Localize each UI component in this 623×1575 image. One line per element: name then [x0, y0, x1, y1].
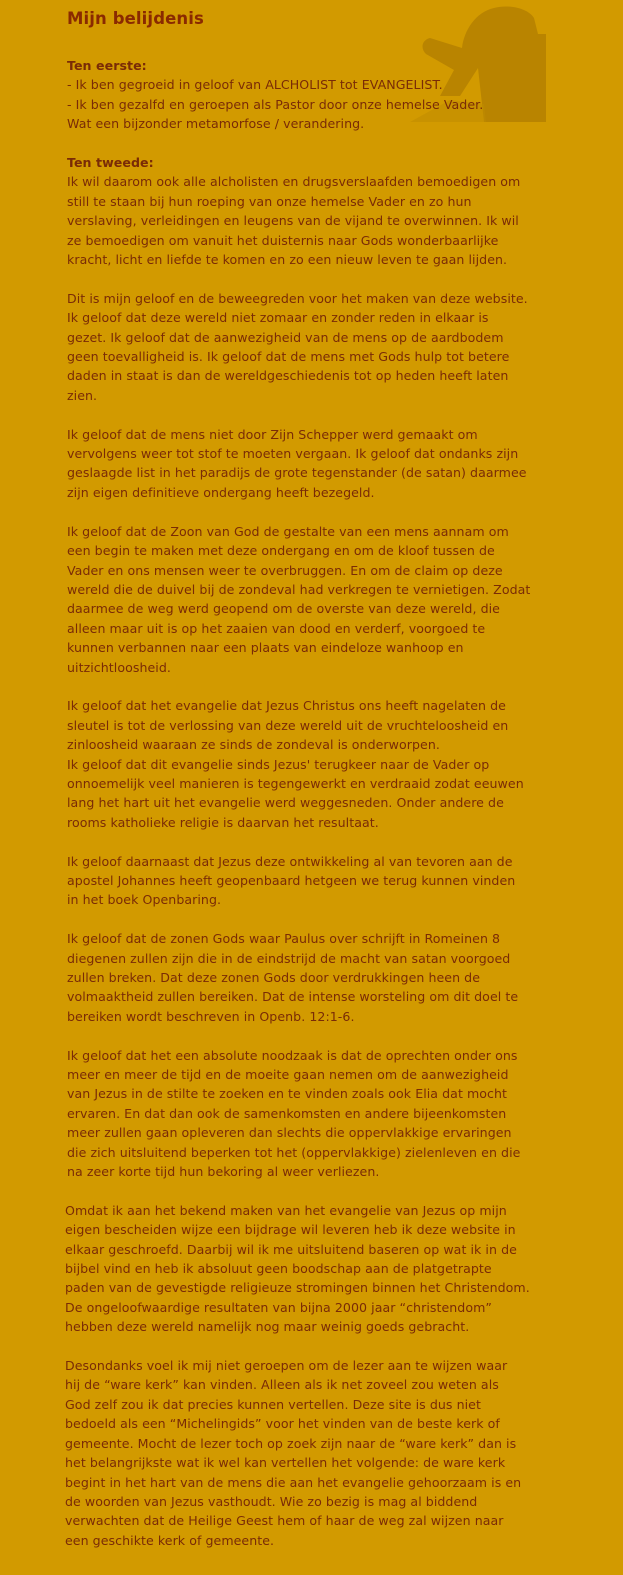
section-first-text: - Ik ben gegroeid in geloof van ALCHOLIST tot EVANGELIST. - Ik ben gezalfd en geroepen als Pastor door onze hemelse Vader. Wat een bijzonder metamorfose / verandering.	[67, 77, 484, 132]
section-first-heading: Ten eerste:	[67, 58, 147, 73]
paragraph-sons-of-god: Ik geloof dat de zonen Gods waar Paulus over schrijft in Romeinen 8 diegenen zullen zijn die in de eindstrijd de macht van satan voorgoed zullen breken. Dat deze zonen Gods door verdrukkingen heen de volmaaktheid zullen bereiken. Dat de intense worsteling om dit doel te bereiken wordt beschreven in Openb. 12:1-6.	[67, 931, 519, 1024]
section-second	[67, 153, 567, 269]
section-second-text: Ik wil daarom ook alle alcholisten en drugsverslaafden bemoedigen om still te staan bij hun roeping van onze hemelse Vader en zo hun verslaving, verleidingen en leugens van de vijand te overwinnen. Ik wil ze bemoedigen om vanuit het duisternis naar Gods wonderbaarlijke kracht, licht en liefde te komen en zo een nieuw leven te gaan lijden.	[67, 174, 521, 268]
content	[67, 56, 567, 1570]
section-first	[67, 56, 567, 134]
paragraph-gospel: Ik geloof dat het evangelie dat Jezus Christus ons heeft nagelaten de sleutel is tot de verlossing van deze wereld uit de vruchteloosheid en zinloosheid waaraan ze sinds de zondeval is onderworpen. Ik geloof dat dit evangelie sinds Jezus' terugkeer naar de Vader op onnoemelijk veel manieren is tegengewerkt en verdraaid zodat eeuwen lang het hart uit het evangelie werd weggesneden. Onder andere de rooms katholieke religie is daarvan het resultaat.	[67, 698, 524, 830]
page-title: Mijn belijdenis	[67, 9, 204, 28]
paragraph-website-reason: Dit is mijn geloof en de beweegreden voor het maken van deze website. Ik geloof dat deze wereld niet zomaar en zonder reden in elkaar is gezet. Ik geloof dat de aanwezigheid van de mens op de aardbodem geen toevalligheid is. Ik geloof dat de mens met Gods hulp tot betere daden in staat is dan de wereldgeschiedenis tot op heden heeft laten zien.	[67, 290, 528, 403]
paragraph-true-church: Desondanks voel ik mij niet geroepen om de lezer aan te wijzen waar hij de “ware kerk” kan vinden. Alleen als ik net zoveel zou weten als God zelf zou ik dat precies kunnen vertellen. Deze site is dus niet bedoeld als een “Michelingids” voor het vinden van de beste kerk of gemeente. Mocht de lezer toch op zoek zijn naar de “ware kerk” dan is het belangrijkste wat ik wel kan vertellen het volgende: de ware kerk begint in het hart van de mens die aan het evangelie gehoorzaam is en de woorden van Jezus vasthoudt. Wie zo bezig is mag al biddend verwachten dat de Heilige Geest hem of haar de weg zal wijzen naar een geschikte kerk of gemeente.	[65, 1358, 522, 1548]
paragraph-revelation: Ik geloof daarnaast dat Jezus deze ontwikkeling al van tevoren aan de apostel Johannes heeft geopenbaard hetgeen we terug kunnen vinden in het boek Openbaring.	[67, 853, 516, 908]
paragraph-presence-of-jesus: Ik geloof dat het een absolute noodzaak is dat de oprechten onder ons meer en meer de tijd en de moeite gaan nemen om de aanwezigheid van Jezus in de stilte te zoeken en te vinden zoals ook Elia dat mocht ervaren. En dat dan ook de samenkomsten en andere bijeenkomsten meer zullen gaan opleveren dan slechts die oppervlakkige ervaringen die zich uitsluitend beperken tot het (oppervlakkige) zielenleven en die na zeer korte tijd hun bekoring al weer verliezen.	[67, 1047, 521, 1180]
paragraph-website-purpose: Omdat ik aan het bekend maken van het evangelie van Jezus op mijn eigen bescheiden wijze een bijdrage wil leveren heb ik deze website in elkaar geschroefd. Daarbij wil ik me uitsluitend baseren op wat ik in de bijbel vind en heb ik absoluut geen boodschap aan de platgetrapte paden van de gevestigde religieuze stromingen binnen het Christendom. De ongeloofwaardige resultaten van bijna 2000 jaar “christendom” hebben deze wereld namelijk nog maar weinig goeds gebracht.	[65, 1202, 530, 1335]
section-second-heading: Ten tweede:	[67, 155, 154, 171]
paragraph-son-of-god: Ik geloof dat de Zoon van God de gestalte van een mens aannam om een begin te maken met deze ondergang en om de kloof tussen de Vader en ons mensen weer te overbruggen. En om de claim op deze wereld die de duivel bij de zondeval had verkregen te vernietigen. Zodat daarmee de weg werd geopend om de overste van deze wereld, die alleen maar uit is op het zaaien van dood en verderf, voorgoed te kunnen verbannen naar een plaats van eindeloze wanhoop en uitzichtloosheid.	[67, 523, 531, 675]
paragraph-creator: Ik geloof dat de mens niet door Zijn Schepper werd gemaakt om vervolgens weer tot stof te moeten vergaan. Ik geloof dat ondanks zijn geslaagde list in het paradijs de grote tegenstander (de satan) daarmee zijn eigen definitieve ondergang heeft bezegeld.	[67, 426, 527, 500]
